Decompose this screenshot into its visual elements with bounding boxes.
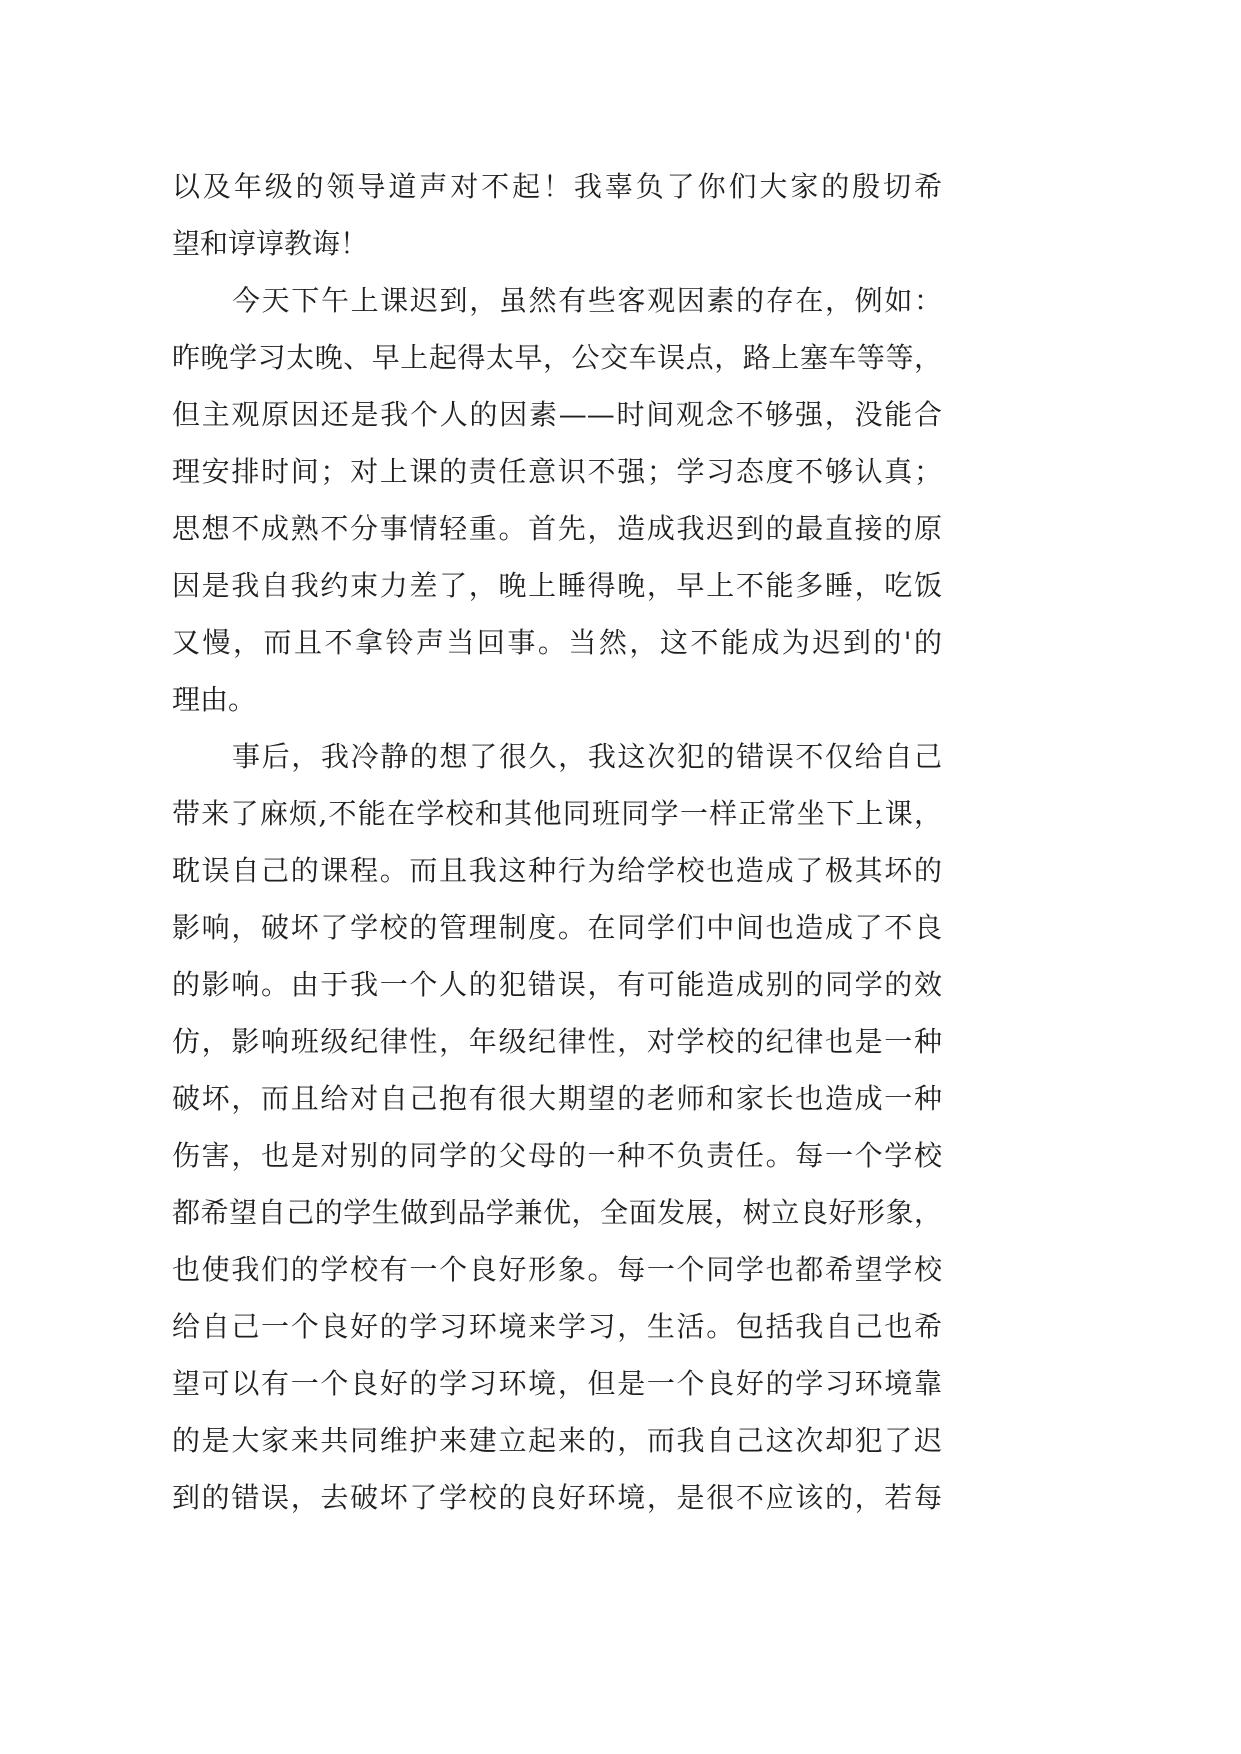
text-line: 望和谆谆教诲！: [172, 227, 369, 260]
text-line: 以及年级的领导道声对不起！我辜负了你们大家的殷切希: [172, 170, 942, 203]
text-line: 耽误自己的课程。而且我这种行为给学校也造成了极其坏的: [172, 854, 942, 887]
text-line: 事后，我冷静的想了很久，我这次犯的错误不仅给自己: [232, 740, 942, 773]
text-line: 的影响。由于我一个人的犯错误，有可能造成别的同学的效: [172, 968, 942, 1001]
text-line: 给自己一个良好的学习环境来学习，生活。包括我自己也希: [172, 1310, 942, 1343]
text-line: 又慢，而且不拿铃声当回事。当然，这不能成为迟到的'的: [172, 626, 942, 659]
text-line: 到的错误，去破坏了学校的良好环境，是很不应该的，若每: [172, 1481, 942, 1514]
text-line: 影响，破坏了学校的管理制度。在同学们中间也造成了不良: [172, 911, 942, 944]
paragraph-1: [172, 158, 942, 272]
text-line: 理安排时间；对上课的责任意识不强；学习态度不够认真；: [172, 455, 942, 488]
text-line: 的是大家来共同维护来建立起来的，而我自己这次却犯了迟: [172, 1424, 942, 1457]
document-body: [172, 158, 942, 1526]
text-line: 望可以有一个良好的学习环境，但是一个良好的学习环境靠: [172, 1367, 942, 1400]
text-line: 理由。: [172, 683, 257, 716]
text-line: 伤害，也是对别的同学的父母的一种不负责任。每一个学校: [172, 1139, 942, 1172]
text-line: 都希望自己的学生做到品学兼优，全面发展，树立良好形象，: [172, 1196, 942, 1229]
text-line: 昨晚学习太晚、早上起得太早，公交车误点，路上塞车等等，: [172, 341, 942, 374]
text-line: 今天下午上课迟到，虽然有些客观因素的存在，例如：: [232, 284, 942, 317]
text-line: 带来了麻烦,不能在学校和其他同班同学一样正常坐下上课，: [172, 797, 942, 830]
text-line: 仿，影响班级纪律性，年级纪律性，对学校的纪律也是一种: [172, 1025, 942, 1058]
paragraph-3: [172, 728, 942, 1526]
text-line: 思想不成熟不分事情轻重。首先，造成我迟到的最直接的原: [172, 512, 942, 545]
text-line: 因是我自我约束力差了，晚上睡得晚，早上不能多睡，吃饭: [172, 569, 942, 602]
text-line: 但主观原因还是我个人的因素——时间观念不够强，没能合: [172, 398, 942, 431]
text-line: 破坏，而且给对自己抱有很大期望的老师和家长也造成一种: [172, 1082, 942, 1115]
paragraph-2: [172, 272, 942, 728]
text-line: 也使我们的学校有一个良好形象。每一个同学也都希望学校: [172, 1253, 942, 1286]
